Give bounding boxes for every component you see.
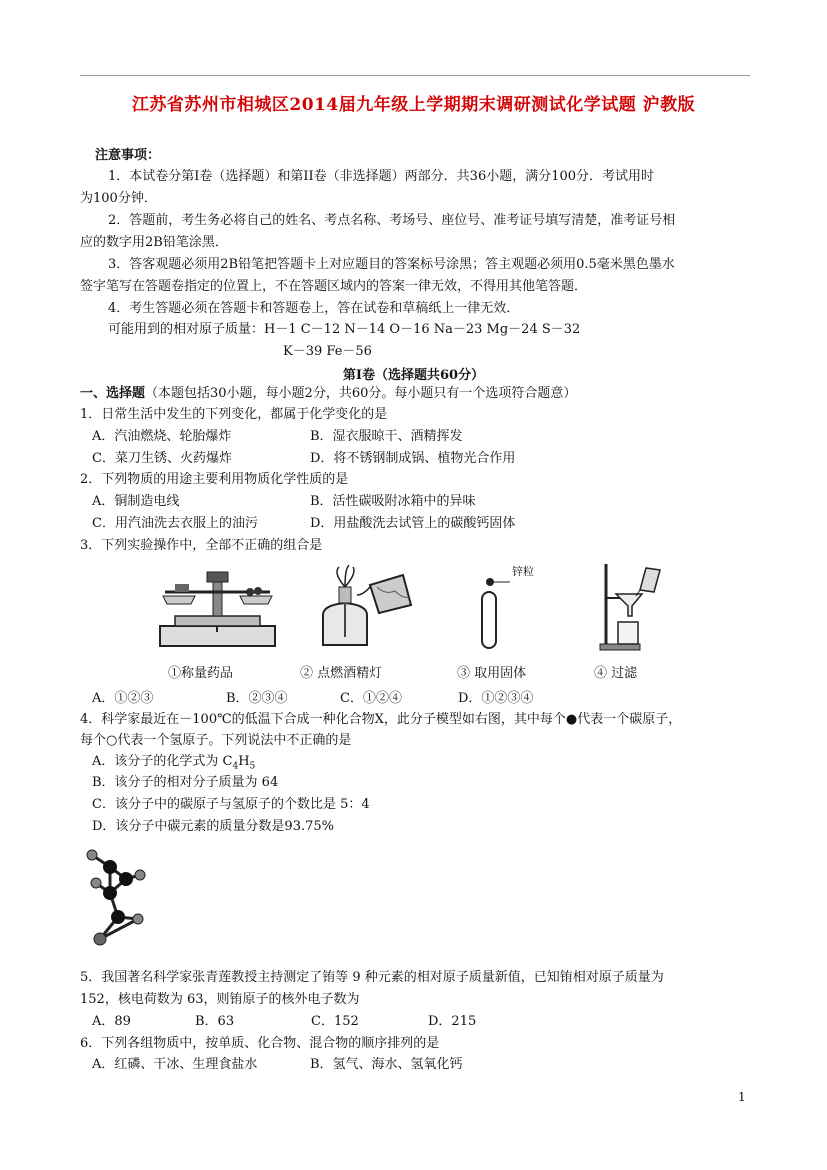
q1-option-d: D．将不锈钢制成锅、植物光合作用 [310,451,516,466]
q5-option-d: D．215 [428,1014,477,1029]
hydrogen-atom [94,933,106,945]
q4-option-a-text: A．该分子的化学式为 C [92,754,233,769]
page-title: 江苏省苏州市相城区2014届九年级上学期期末调研测试化学试题 沪教版 [131,95,696,115]
note-3b: 签字笔写在答题卷指定的位置上，不在答题区域内的答案一律无效，不得用其他笔答题． [80,279,588,294]
hydrogen-atom [87,850,97,860]
q3-option-c: C．①②④ [340,691,402,706]
q4-stem-2: 每个○代表一个氢原子。下列说法中不正确的是 [80,733,352,748]
atomic-masses-2: K－39 Fe－56 [283,344,372,359]
q3-stem: 3．下列实验操作中，全部不正确的组合是 [80,538,323,553]
q2-stem: 2．下列物质的用途主要利用物质化学性质的是 [80,472,349,487]
section-label: 一、选择题 [80,386,146,401]
q4-option-b: B．该分子的相对分子质量为 64 [92,775,279,790]
hydrogen-atom [133,914,143,924]
notes-heading: 注意事项： [95,148,161,163]
q5-option-a: A．89 [92,1014,131,1029]
q2-option-d: D．用盐酸洗去试管上的碳酸钙固体 [310,516,516,531]
q1-option-b: B．湿衣服晾干、酒精挥发 [310,429,463,444]
q3-option-d: D．①②③④ [458,691,534,706]
q6-option-a: A．红磷、干冰、生理食盐水 [92,1057,258,1072]
hydrogen-atom [91,878,101,888]
q4-sub-carbon: 4 [232,761,239,772]
q1-stem: 1．日常生活中发生的下列变化，都属于化学变化的是 [80,407,388,422]
q4-option-c: C．该分子中的碳原子与氢原子的个数比是 5：4 [92,797,370,812]
carbon-atom [119,872,133,886]
filtration-figure [590,560,670,652]
section-heading [80,385,576,403]
q3-option-b: B．②③④ [226,691,288,706]
q5-stem-1: 5．我国著名科学家张青莲教授主持测定了铕等 9 种元素的相对原子质量新值，已知铕相对原子质量为 [80,970,664,985]
hydrogen-atom [135,870,145,880]
carbon-atom [103,860,117,874]
q6-stem: 6．下列各组物质中，按单质、化合物、混合物的顺序排列的是 [80,1036,440,1051]
balance-figure [155,568,280,650]
molecule-model-figure [80,845,170,957]
q1-option-a: A．汽油燃烧、轮胎爆炸 [92,429,232,444]
q4-sub-hydrogen: 5 [249,761,256,772]
figure-caption-2: ② 点燃酒精灯 [300,666,383,681]
note-3a: 3．答客观题必须用2B铅笔把答题卡上对应题目的答案标号涂黑；答主观题必须用0.5毫米黑色墨水 [108,257,675,272]
figure-caption-4: ④ 过滤 [594,666,638,681]
alcohol-lamp-figure [315,565,415,650]
note-4: 4．考生答题必须在答题卡和答题卷上，答在试卷和草稿纸上一律无效． [108,301,520,316]
q4-option-a-h: H [238,754,250,769]
q5-option-b: B．63 [195,1014,235,1029]
carbon-atom [111,910,125,924]
q6-option-b: B．氢气、海水、氢氧化钙 [310,1057,463,1072]
q2-option-c: C．用汽油洗去衣服上的油污 [92,516,258,531]
note-1a: 1．本试卷分第Ⅰ卷（选择题）和第II卷（非选择题）两部分．共36小题，满分100分．考试用时 [108,169,655,184]
part1-heading: 第Ⅰ卷（选择题共60分） [342,368,485,383]
q1-option-c: C．菜刀生锈、火药爆炸 [92,451,232,466]
q2-option-a: A．铜制造电线 [92,494,180,509]
q4-option-d: D．该分子中碳元素的质量分数是93.75% [92,819,334,834]
zinc-granule [486,578,494,586]
q5-stem-2: 152，核电荷数为 63，则铕原子的核外电子数为 [80,992,360,1007]
header-rule [80,75,750,76]
figure-caption-1: ①称量药品 [168,666,234,681]
q5-option-c: C．152 [311,1014,359,1029]
page-number: 1 [738,1090,746,1104]
q4-option-a [92,753,255,776]
figure-caption-3: ③ 取用固体 [457,666,527,681]
atomic-masses-1: 可能用到的相对原子质量：H－1 C－12 N－14 O－16 Na－23 Mg－24 S－32 [108,322,581,337]
q3-option-a: A．①②③ [92,691,154,706]
q4-stem-1: 4．科学家最近在－100℃的低温下合成一种化合物X，此分子模型如右图，其中每个●代表一个碳原子， [80,712,682,727]
q2-option-b: B．活性碳吸附冰箱中的异味 [310,494,476,509]
note-2a: 2．答题前，考生务必将自己的姓名、考点名称、考场号、座位号、准考证号填写清楚，准考证号相 [108,213,676,228]
zinc-label: 锌粒 [512,565,534,578]
note-2b: 应的数字用2B铅笔涂黑． [80,235,228,250]
section-desc: （本题包括30小题，每小题2分，共60分。每小题只有一个选项符合题意） [145,386,577,401]
carbon-atom [103,886,117,900]
note-1b: 为100分钟． [80,191,157,206]
